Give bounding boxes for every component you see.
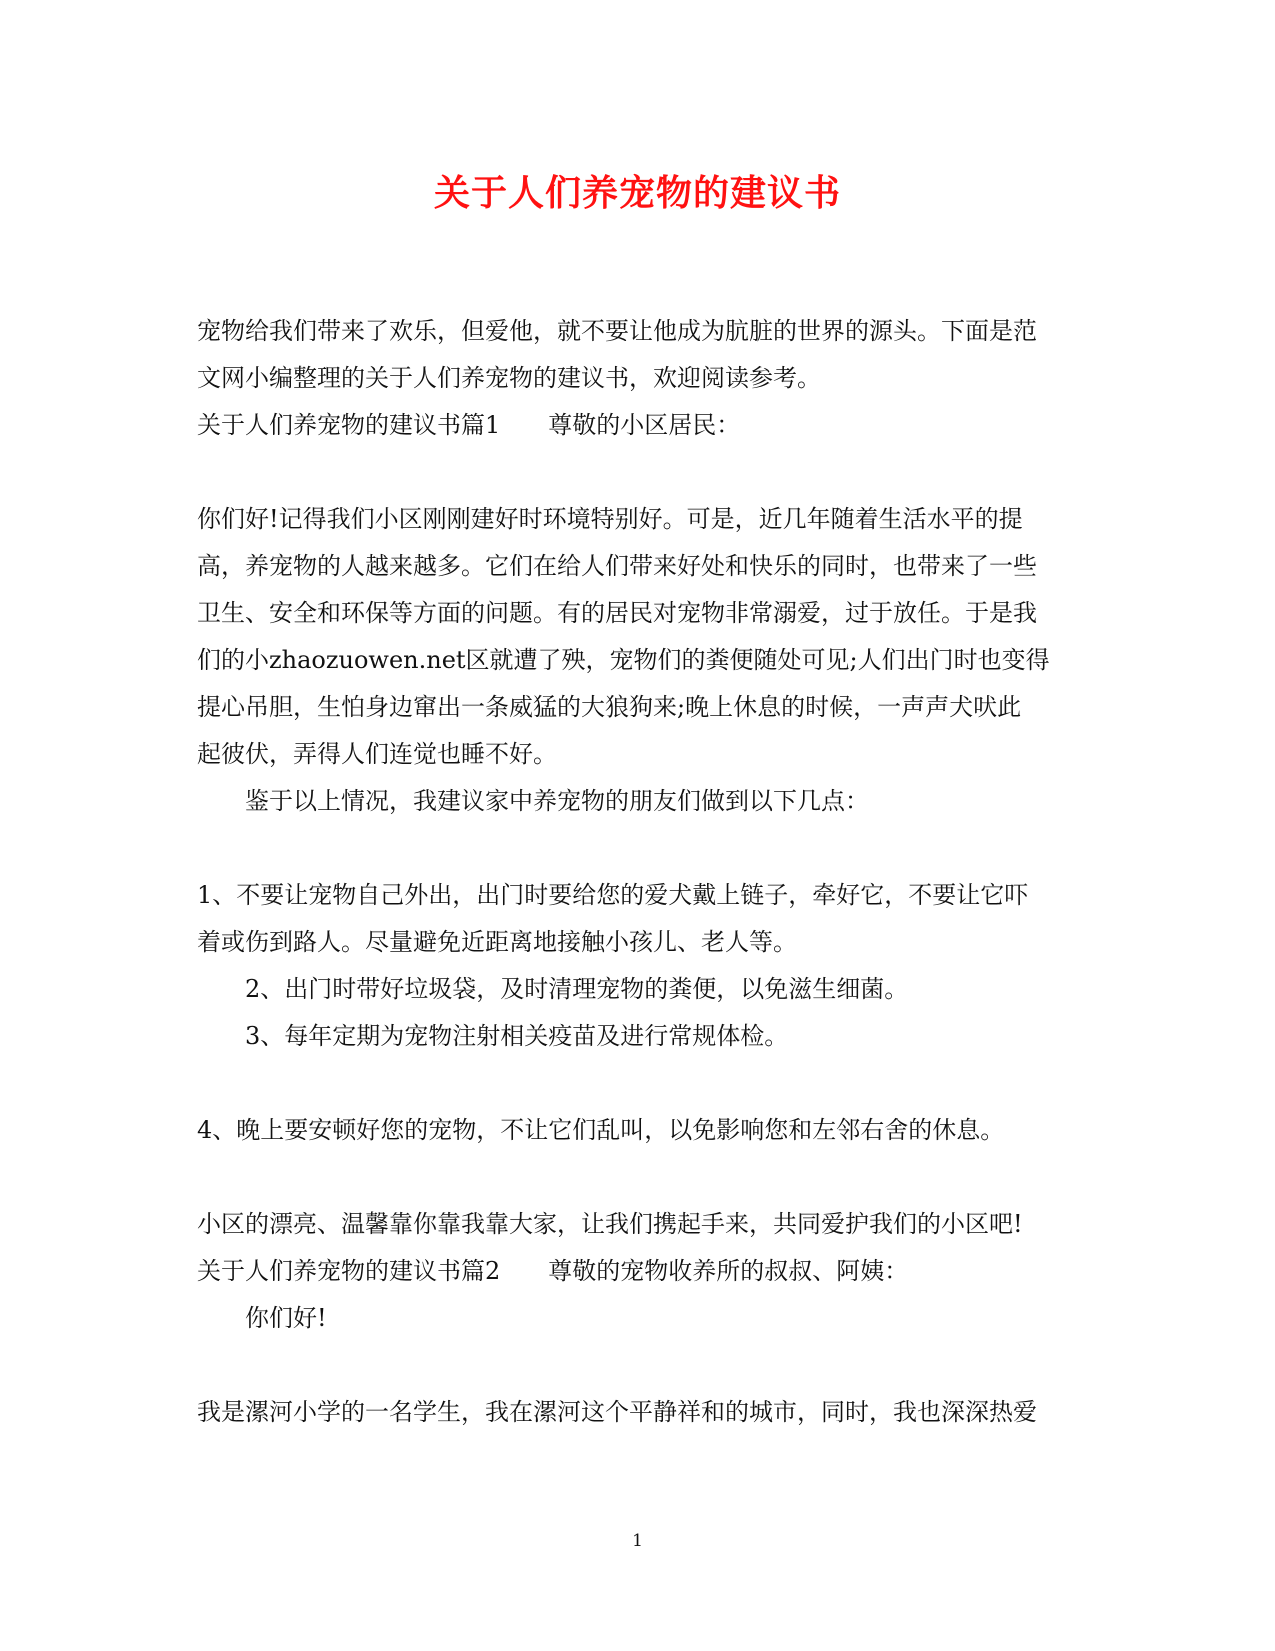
paragraph-line: 文网小编整理的关于人们养宠物的建议书，欢迎阅读参考。 (197, 364, 821, 392)
list-item-line: 2、出门时带好垃圾袋，及时清理宠物的粪便，以免滋生细菌。 (197, 975, 909, 1003)
paragraph-line: 小区的漂亮、温馨靠你靠我靠大家，让我们携起手来，共同爱护我们的小区吧! (197, 1210, 1023, 1238)
paragraph-line: 你们好! (197, 1304, 327, 1332)
list-item-line: 4、晚上要安顿好您的宠物，不让它们乱叫，以免影响您和左邻右舍的休息。 (197, 1116, 1005, 1144)
paragraph-line: 你们好!记得我们小区刚刚建好时环境特别好。可是，近几年随着生活水平的提 (197, 505, 1023, 533)
paragraph-line: 们的小zhaozuowen.net区就遭了殃，宠物们的粪便随处可见;人们出门时也变得 (197, 646, 1050, 674)
page-number: 1 (632, 1531, 643, 1551)
document-title: 关于人们养宠物的建议书 (433, 172, 841, 214)
section-heading-line: 关于人们养宠物的建议书篇1 尊敬的小区居民： (197, 411, 741, 439)
list-item-line: 1、不要让宠物自己外出，出门时要给您的爱犬戴上链子，牵好它，不要让它吓 (197, 881, 1029, 909)
list-item-line: 着或伤到路人。尽量避免近距离地接触小孩儿、老人等。 (197, 928, 797, 956)
paragraph-line: 鉴于以上情况，我建议家中养宠物的朋友们做到以下几点： (197, 787, 869, 815)
paragraph-line: 卫生、安全和环保等方面的问题。有的居民对宠物非常溺爱，过于放任。于是我 (197, 599, 1037, 627)
paragraph-line: 提心吊胆，生怕身边窜出一条威猛的大狼狗来;晚上休息的时候，一声声犬吠此 (197, 693, 1022, 721)
paragraph-line: 起彼伏，弄得人们连觉也睡不好。 (197, 740, 557, 768)
paragraph-line: 高，养宠物的人越来越多。它们在给人们带来好处和快乐的同时，也带来了一些 (197, 552, 1037, 580)
paragraph-line: 宠物给我们带来了欢乐，但爱他，就不要让他成为肮脏的世界的源头。下面是范 (197, 317, 1037, 345)
section-heading-line: 关于人们养宠物的建议书篇2 尊敬的宠物收养所的叔叔、阿姨： (197, 1257, 909, 1285)
paragraph-line: 我是漯河小学的一名学生，我在漯河这个平静祥和的城市，同时，我也深深热爱 (197, 1398, 1037, 1426)
list-item-line: 3、每年定期为宠物注射相关疫苗及进行常规体检。 (197, 1022, 789, 1050)
